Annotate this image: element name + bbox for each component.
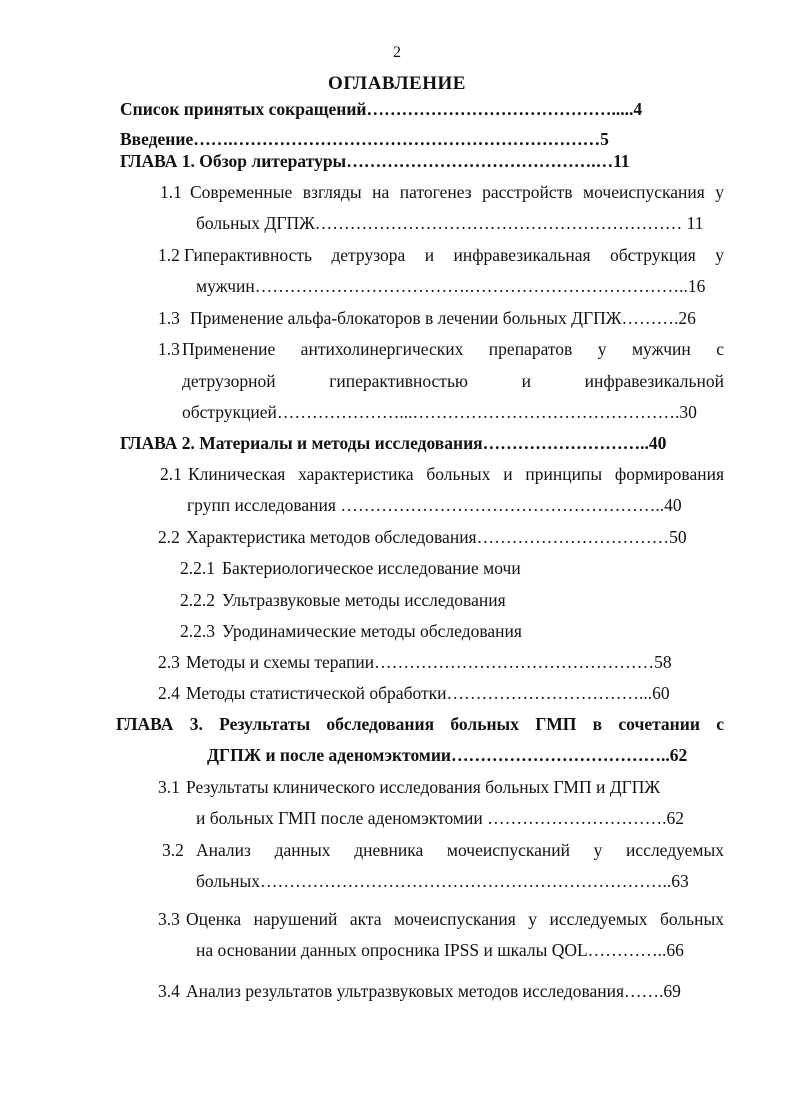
toc-entry-text: Оценка нарушений акта мочеиспускания у исследуемых больных [186,909,724,929]
toc-entry-number: 2.2.3 [180,621,215,641]
toc-entry-number: 3.1 [158,777,180,797]
toc-entry-text: детрузорной гиперактивностью и инфравезикальной [182,371,724,391]
toc-entry-text: и больных ГМП после аденомэктомии ………………………….62 [196,808,684,828]
toc-entry-text: Методы статистической обработки……………………………...60 [186,683,670,703]
toc-entry-number: 2.2 [158,527,180,547]
toc-entry-number: 3.2 [162,840,184,860]
toc-entry-text: Современные взгляды на патогенез расстройств мочеиспускания у [190,182,724,202]
toc-entry-text: Бактериологическое исследование мочи [222,558,521,578]
toc-entry-text: Результаты клинического исследования больных ГМП и ДГПЖ [186,777,661,797]
toc-entry-text: больных ДГПЖ……………………………………………………… 11 [196,213,704,233]
toc-entry-text: мужчин……………………………….………………………………..16 [196,276,706,296]
toc-entry-text: Ультразвуковые методы исследования [222,590,506,610]
toc-entry-number: 2.2.2 [180,590,215,610]
toc-entry-number: 2.2.1 [180,558,215,578]
toc-entry-number: 1.2 [158,245,180,265]
toc-entry-number: 2.1 [160,464,182,484]
toc-entry-text: Клиническая характеристика больных и принципы формирования [188,464,724,484]
toc-entry-text: Введение…….………………………………………………………5 [120,129,609,149]
toc-entry-text: Гиперактивность детрузора и инфравезикальная обструкция у [184,245,724,265]
toc-entry-text: на основании данных опросника IPSS и шкалы QOL…………..66 [196,940,684,960]
toc-entry-text: ГЛАВА 2. Материалы и методы исследования………………………..40 [120,433,667,453]
toc-entry-text: Список принятых сокращений…………………………………….....4 [120,99,643,119]
toc-entry-number: 2.4 [158,683,180,703]
toc-entry-text: Характеристика методов обследования……………………………50 [186,527,687,547]
toc-entry-text: групп исследования ………………………………………………..40 [187,495,682,515]
toc-entry-text: Применение антихолинергических препаратов у мужчин с [182,339,724,359]
toc-entry-number: 1.1 [160,182,182,202]
toc-entry-text: ДГПЖ и после аденомэктомии………………………………..62 [207,745,688,765]
toc-entry-text: ГЛАВА 3. Результаты обследования больных ГМП в сочетании с [116,714,724,734]
toc-entry-text: Уродинамические методы обследования [222,621,522,641]
toc-entry-number: 3.3 [158,909,180,929]
toc-entry-number: 3.4 [158,981,180,1001]
toc-entry-number: 2.3 [158,652,180,672]
toc-entry-text: обструкцией…………………...……………………………………….30 [182,402,697,422]
toc-entry-text: больных……………………………………………………………..63 [196,871,689,891]
toc-entry-text: ГЛАВА 1. Обзор литературы…………………………………….…11 [120,151,630,171]
toc-entry-number: 1.3 [158,339,180,359]
page-number: 2 [393,44,401,61]
toc-entry-number: 1.3 [158,308,180,328]
toc-entry-text: Применение альфа-блокаторов в лечении больных ДГПЖ……….26 [190,308,696,328]
page-title: ОГЛАВЛЕНИЕ [328,73,466,94]
toc-entry-text: Анализ данных дневника мочеиспусканий у исследуемых [196,840,724,860]
toc-entry-text: Методы и схемы терапии…………………………………………58 [186,652,672,672]
toc-entry-text: Анализ результатов ультразвуковых методов исследования…….69 [186,981,681,1001]
